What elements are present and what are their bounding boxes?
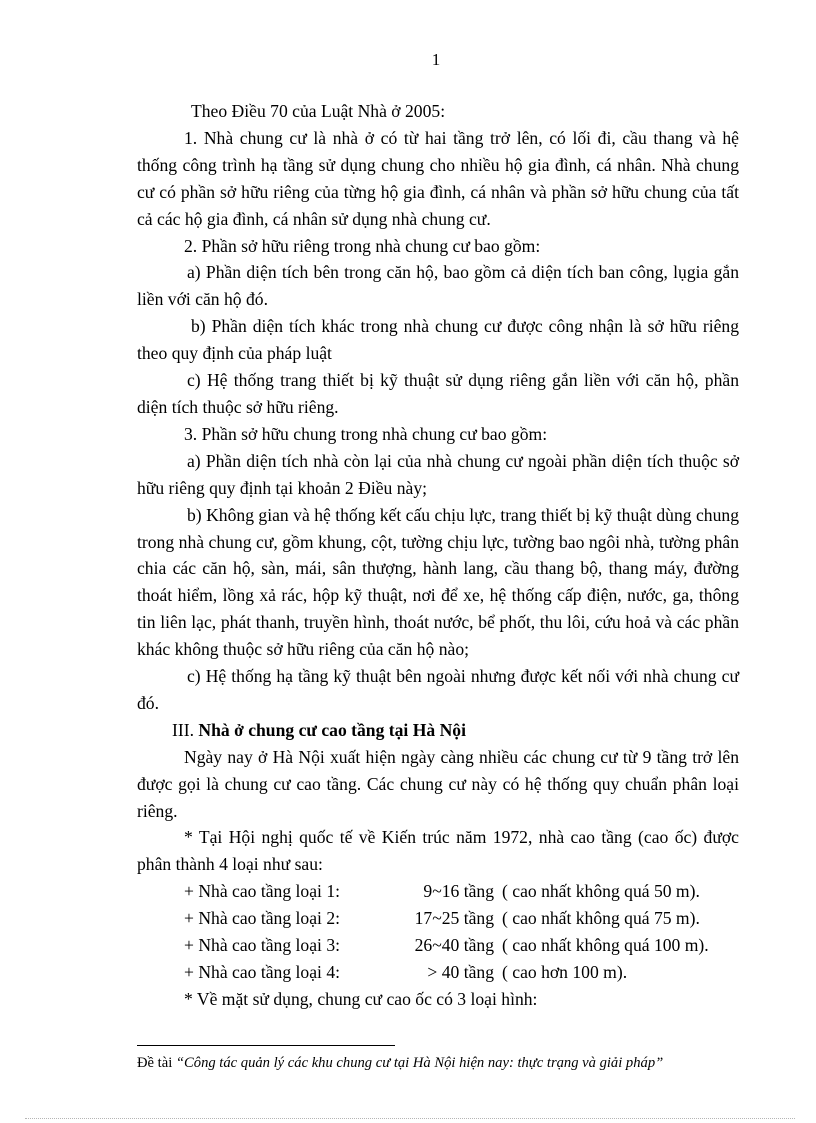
section-heading-number: III. bbox=[172, 719, 194, 740]
height-limit: ( cao nhất không quá 100 m). bbox=[502, 935, 709, 956]
list-item bbox=[137, 878, 739, 905]
footnote-separator bbox=[137, 1045, 395, 1046]
intro-paragraph: Theo Điều 70 của Luật Nhà ở 2005: bbox=[191, 101, 446, 121]
paragraph-clause-2a: a) Phần diện tích bên trong căn hộ, bao gồm cả diện tích ban công, lụgia gắn liền với căn hộ đó. bbox=[137, 262, 739, 310]
paragraph-usage-types: * Về mặt sử dụng, chung cư cao ốc có 3 loại hình: bbox=[184, 988, 538, 1009]
building-type: + Nhà cao tầng loại 4: bbox=[184, 961, 340, 982]
list-item bbox=[137, 905, 739, 932]
list-item bbox=[137, 959, 739, 986]
paragraph-clause-3c: c) Hệ thống hạ tầng kỹ thuật bên ngoài nhưng được kết nối với nhà chung cư đó. bbox=[137, 666, 739, 713]
paragraph-intro-hanoi: Ngày nay ở Hà Nội xuất hiện ngày càng nhiều các chung cư từ 9 tầng trở lên được gọi là chung cư cao tầng. Các chung cư này có hệ thống quy chuẩn phân loại riêng. bbox=[137, 746, 739, 821]
list-item bbox=[137, 932, 739, 959]
footer-title: “Công tác quản lý các khu chung cư tại Hà Nội hiện nay: thực trạng và giải pháp” bbox=[175, 1055, 664, 1071]
paragraph-clause-3a: a) Phần diện tích nhà còn lại của nhà chung cư ngoài phần diện tích thuộc sở hữu riêng quy định tại khoản 2 Điều này; bbox=[137, 450, 739, 498]
floor-range: > 40 tầng bbox=[427, 961, 494, 982]
building-type: + Nhà cao tầng loại 1: bbox=[184, 881, 340, 902]
floor-range: 26~40 tầng bbox=[414, 935, 494, 956]
page-number: 1 bbox=[431, 50, 441, 69]
section-heading bbox=[137, 717, 739, 744]
page-bottom-divider bbox=[25, 1118, 795, 1119]
height-limit: ( cao nhất không quá 75 m). bbox=[502, 908, 700, 929]
height-limit: ( cao nhất không quá 50 m). bbox=[502, 881, 700, 902]
paragraph-clause-3: 3. Phần sở hữu chung trong nhà chung cư bao gồm: bbox=[184, 423, 548, 444]
floor-range: 9~16 tầng bbox=[423, 881, 494, 902]
building-type: + Nhà cao tầng loại 3: bbox=[184, 935, 340, 956]
document-body bbox=[137, 98, 739, 1013]
height-limit: ( cao hơn 100 m). bbox=[502, 961, 628, 982]
footer-note bbox=[137, 1055, 757, 1072]
footer-prefix: Đề tài bbox=[137, 1055, 173, 1071]
building-type: + Nhà cao tầng loại 2: bbox=[184, 908, 340, 929]
paragraph-clause-2b: b) Phần diện tích khác trong nhà chung cư được công nhận là sở hữu riêng theo quy định của pháp luật bbox=[137, 316, 739, 364]
floor-range: 17~25 tầng bbox=[414, 908, 494, 929]
paragraph-clause-2: 2. Phần sở hữu riêng trong nhà chung cư bao gồm: bbox=[184, 235, 541, 256]
paragraph-clause-2c: c) Hệ thống trang thiết bị kỹ thuật sử dụng riêng gắn liền với căn hộ, phần diện tích thuộc sở hữu riêng. bbox=[137, 370, 739, 417]
section-heading-text: Nhà ở chung cư cao tầng tại Hà Nội bbox=[198, 719, 466, 740]
paragraph-clause-3b: b) Không gian và hệ thống kết cấu chịu lực, trang thiết bị kỹ thuật dùng chung trong nhà chung cư, gồm khung, cột, tường chịu lực, tường bao ngôi nhà, tường phân chia các căn hộ, sàn, mái, sân thượng, hành lang, cầu thang bộ, thang máy, đường thoát hiểm, lồng xả rác, hộp kỹ thuật, nơi để xe, hệ thống cấp điện, nước, ga, thông tin liên lạc, phát thanh, truyền hình, thoát nước, bể phốt, thu lôi, cứu hoả và các phần khác không thuộc sở hữu riêng của căn hộ nào; bbox=[137, 504, 739, 660]
paragraph-clause-1: 1. Nhà chung cư là nhà ở có từ hai tầng trở lên, có lối đi, cầu thang và hệ thống công trình hạ tầng sử dụng chung cho nhiều hộ gia đình, cá nhân. Nhà chung cư có phần sở hữu riêng của từng hộ gia đình, cá nhân và phần sở hữu chung của tất cả các hộ gia đình, cá nhân sử dụng nhà chung cư. bbox=[137, 127, 739, 229]
paragraph-classification-intro: * Tại Hội nghị quốc tế về Kiến trúc năm 1972, nhà cao tầng (cao ốc) được phân thành 4 loại như sau: bbox=[137, 827, 739, 875]
classification-list bbox=[137, 878, 739, 986]
